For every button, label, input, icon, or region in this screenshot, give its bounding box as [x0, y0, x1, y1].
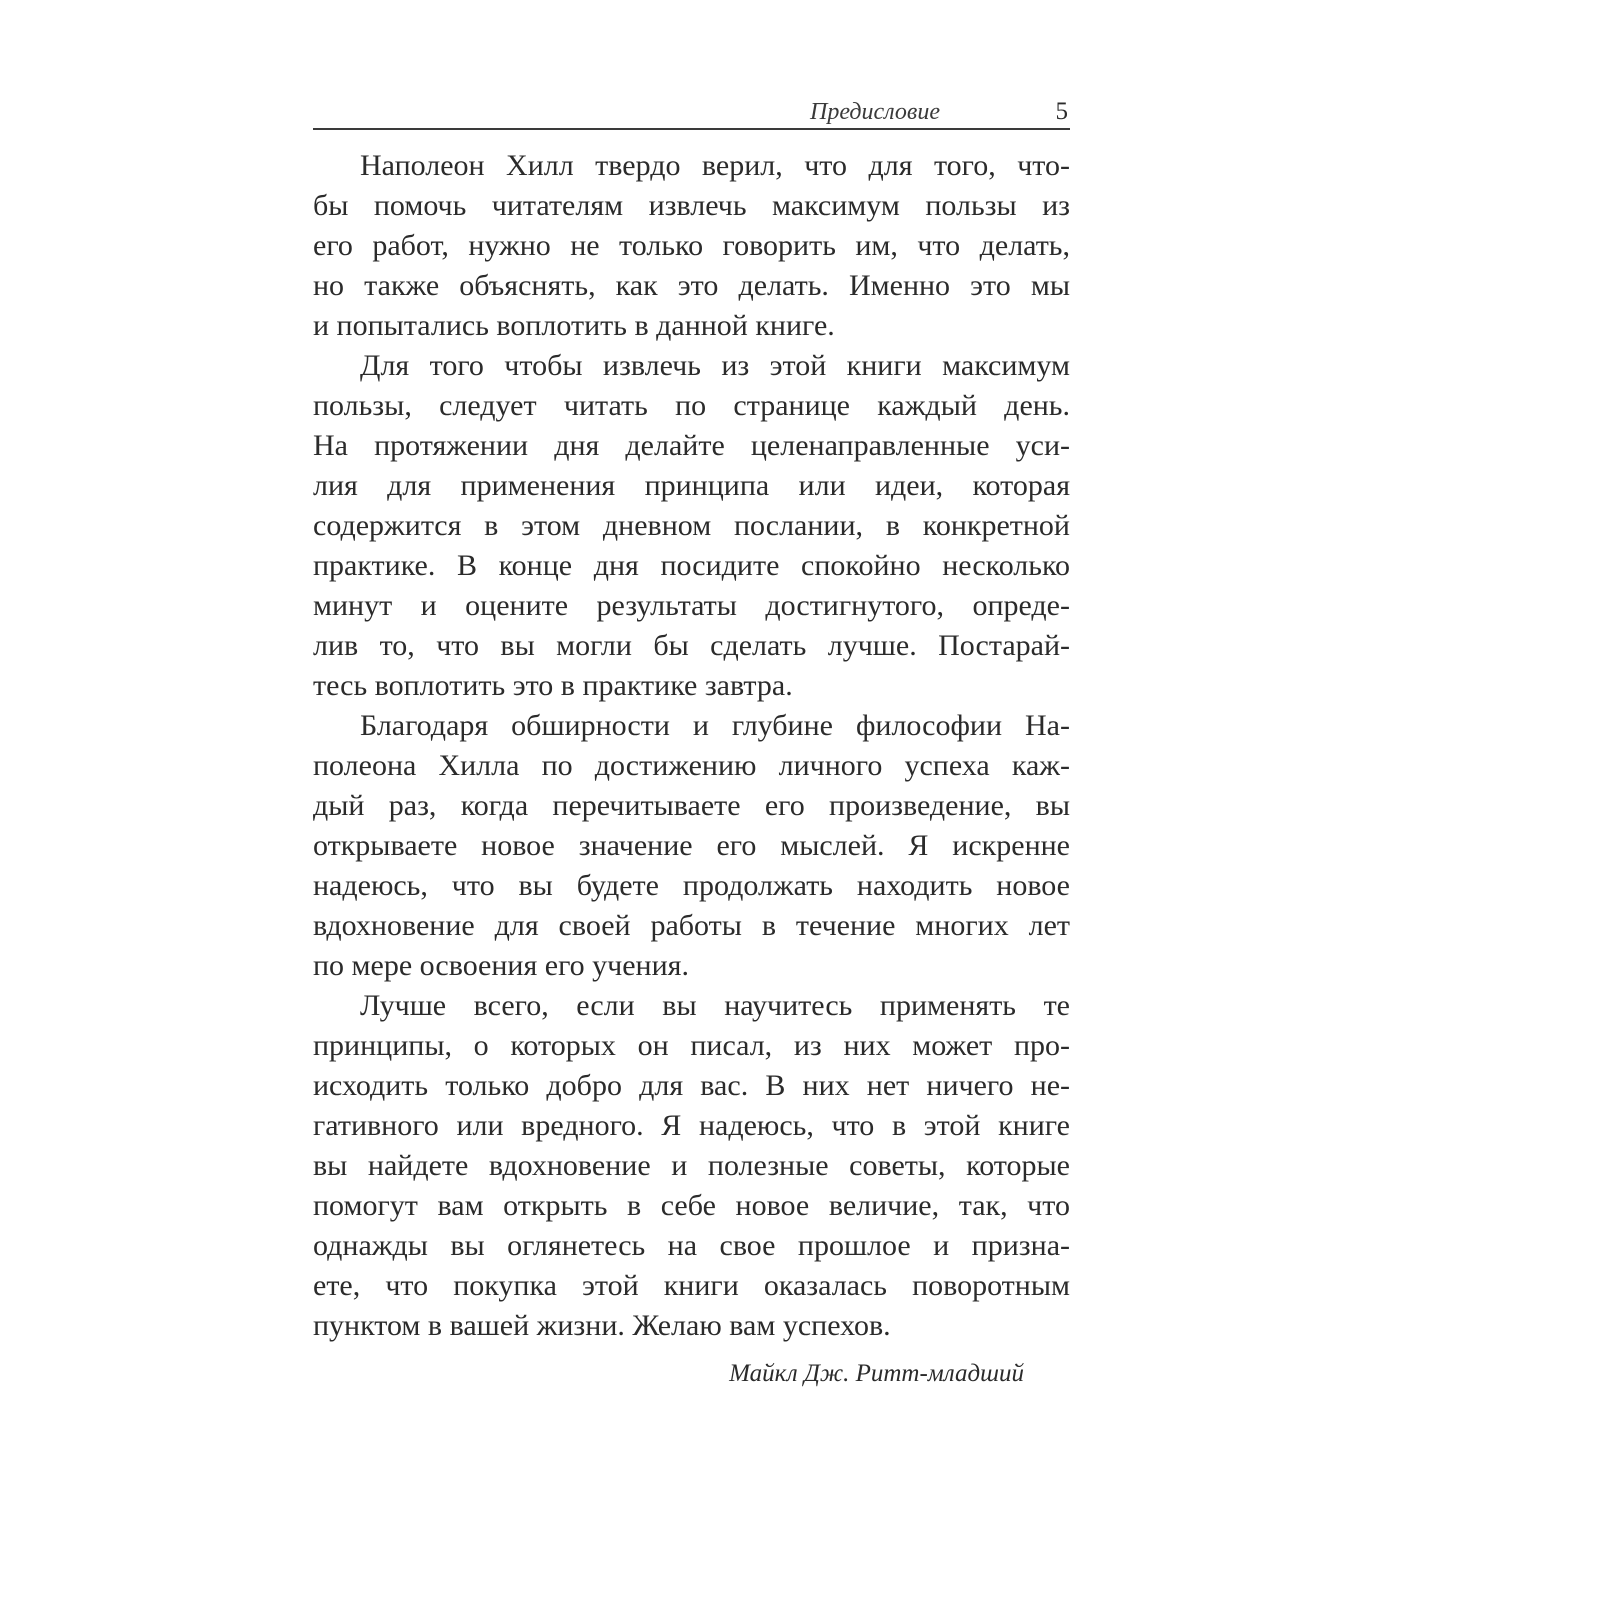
- running-header: [313, 92, 1070, 130]
- text-line: Для того чтобы извлечь из этой книги максимум: [360, 349, 1070, 382]
- text-line: Лучше всего, если вы научитесь применять те: [360, 989, 1070, 1022]
- body-text: [313, 146, 1070, 1346]
- text-line: но также объяснять, как это делать. Именно это мы: [313, 269, 1070, 302]
- text-line: пунктом в вашей жизни. Желаю вам успехов.: [313, 1309, 891, 1342]
- text-line: дый раз, когда перечитываете его произведение, вы: [313, 789, 1070, 822]
- page-number: 5: [1055, 98, 1068, 125]
- text-line: вы найдете вдохновение и полезные советы, которые: [313, 1149, 1070, 1182]
- text-line: лив то, что вы могли бы сделать лучше. Постарай-: [313, 629, 1070, 662]
- text-line: содержится в этом дневном послании, в конкретной: [313, 509, 1070, 542]
- text-line: минут и оцените результаты достигнутого, опреде-: [313, 589, 1070, 622]
- text-line: исходить только добро для вас. В них нет ничего не-: [313, 1069, 1070, 1102]
- text-line: лия для применения принципа или идеи, которая: [313, 469, 1070, 502]
- text-line: тесь воплотить это в практике завтра.: [313, 669, 793, 702]
- text-line: пользы, следует читать по странице каждый день.: [313, 389, 1070, 422]
- text-line: однажды вы оглянетесь на свое прошлое и призна-: [313, 1229, 1070, 1262]
- text-line: бы помочь читателям извлечь максимум пользы из: [313, 189, 1070, 222]
- text-line: его работ, нужно не только говорить им, что делать,: [313, 229, 1070, 262]
- text-line: Благодаря обширности и глубине философии На-: [360, 709, 1070, 742]
- chapter-title: Предисловие: [809, 99, 940, 125]
- text-line: вдохновение для своей работы в течение многих лет: [313, 909, 1070, 942]
- text-line: и попытались воплотить в данной книге.: [313, 309, 835, 342]
- text-line: гативного или вредного. Я надеюсь, что в этой книге: [313, 1109, 1070, 1142]
- text-line: Наполеон Хилл твердо верил, что для того, что-: [360, 149, 1070, 182]
- author-signature: Майкл Дж. Ритт-младший: [729, 1360, 1024, 1387]
- text-line: На протяжении дня делайте целенаправленные уси-: [313, 429, 1070, 462]
- text-line: надеюсь, что вы будете продолжать находить новое: [313, 869, 1070, 902]
- paragraph-4: [313, 986, 1070, 1346]
- text-line: принципы, о которых он писал, из них может про-: [313, 1029, 1070, 1062]
- text-line: по мере освоения его учения.: [313, 949, 689, 982]
- text-line: полеона Хилла по достижению личного успеха каж-: [313, 749, 1070, 782]
- text-line: ете, что покупка этой книги оказалась поворотным: [313, 1269, 1070, 1302]
- paragraph-1: [313, 146, 1070, 346]
- book-page: [313, 92, 1070, 1388]
- paragraph-3: [313, 706, 1070, 986]
- text-line: помогут вам открыть в себе новое величие, так, что: [313, 1189, 1070, 1222]
- paragraph-2: [313, 346, 1070, 706]
- text-line: открываете новое значение его мыслей. Я искренне: [313, 829, 1070, 862]
- text-line: практике. В конце дня посидите спокойно несколько: [313, 549, 1070, 582]
